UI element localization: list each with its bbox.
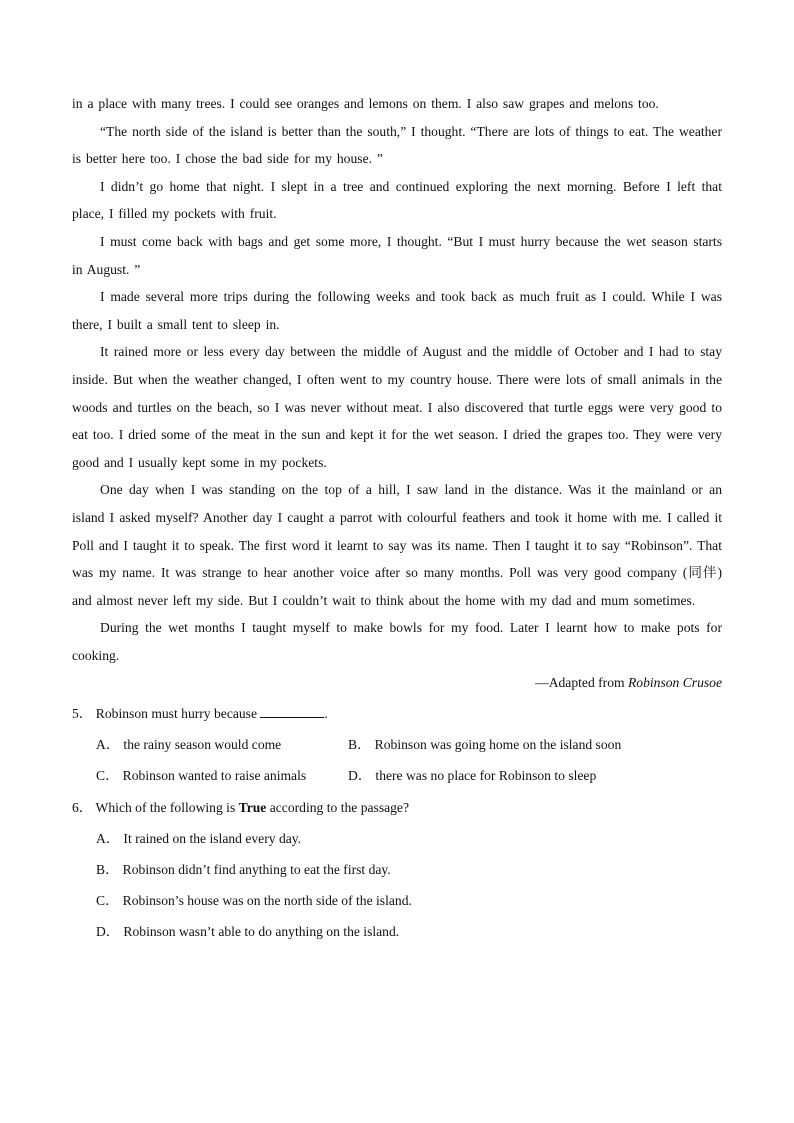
question-text: Which of the following is <box>95 800 239 816</box>
question-number: 6． <box>72 800 93 816</box>
question-end: . <box>324 706 328 722</box>
option-row <box>72 729 722 760</box>
option-row <box>72 760 722 791</box>
question-5 <box>72 699 722 791</box>
paragraph: “The north side of the island is better than the south,” I thought. “There are lots of things to eat. The weather is better here too. I chose the bad side for my house. ” <box>72 123 722 167</box>
paragraph: I made several more trips during the following weeks and took back as much fruit as I could. While I was there, I built a small tent to sleep in. <box>72 289 722 332</box>
question-emphasis: True <box>238 800 267 816</box>
paragraph: During the wet months I taught myself to make bowls for my food. Later I learnt how to make pots for cooking. <box>72 620 722 663</box>
paragraph: One day when I was standing on the top of a hill, I saw land in the distance. Was it the mainland or an island I asked myself? Another day I caught a parrot with colourful feathers and took it home with me. I called it Poll and I taught it to speak. The first word it learnt to say was its name. Then I taught it to say “Robinson”. That was my name. It was strange to hear another voice after so many months. Poll was very good company (同伴) and almost never left my side. But I couldn’t wait to think about the home with my dad and mum sometimes. <box>72 482 722 608</box>
answer-blank <box>260 705 324 718</box>
paragraph: I must come back with bags and get some more, I thought. “But I must hurry because the wet season starts in August. ” <box>72 233 722 277</box>
question-5-stem <box>72 699 722 729</box>
document-page <box>72 90 722 947</box>
option-d: D． Robinson wasn’t able to do anything on the island. <box>96 924 400 940</box>
passage <box>72 90 722 669</box>
question-text-end: according to the passage? <box>266 800 410 816</box>
paragraph: I didn’t go home that night. I slept in a tree and continued exploring the next morning. Before I left that place, I filled my pockets with fruit. <box>72 178 722 222</box>
option-b: B． Robinson was going home on the island soon <box>348 737 622 753</box>
source-prefix: —Adapted from <box>535 675 628 691</box>
option-a: A． the rainy season would come <box>96 737 282 753</box>
question-6 <box>72 793 722 947</box>
question-6-stem <box>72 793 722 823</box>
question-number: 5． <box>72 706 93 722</box>
paragraph: It rained more or less every day between the middle of August and the middle of October and I had to stay inside. But when the weather changed, I often went to my country house. There were lots of small animals in the woods and turtles on the beach, so I was never without meat. I also discovered that turtle eggs were very good to eat too. I dried some of the meat in the sun and kept it for the wet season. I dried the grapes too. They were very good and I usually kept some in my pockets. <box>72 344 722 470</box>
option-c: C． Robinson wanted to raise animals <box>96 768 307 784</box>
paragraph: in a place with many trees. I could see oranges and lemons on them. I also saw grapes and melons too. <box>72 96 659 111</box>
source-attribution <box>72 669 722 697</box>
source-title: Robinson Crusoe <box>627 675 722 691</box>
option-d: D． there was no place for Robinson to sleep <box>348 768 597 784</box>
question-text: Robinson must hurry because <box>95 706 258 722</box>
option-b: B． Robinson didn’t find anything to eat the first day. <box>96 862 391 878</box>
option-c: C． Robinson’s house was on the north side of the island. <box>96 893 412 909</box>
option-a: A． It rained on the island every day. <box>96 831 302 847</box>
